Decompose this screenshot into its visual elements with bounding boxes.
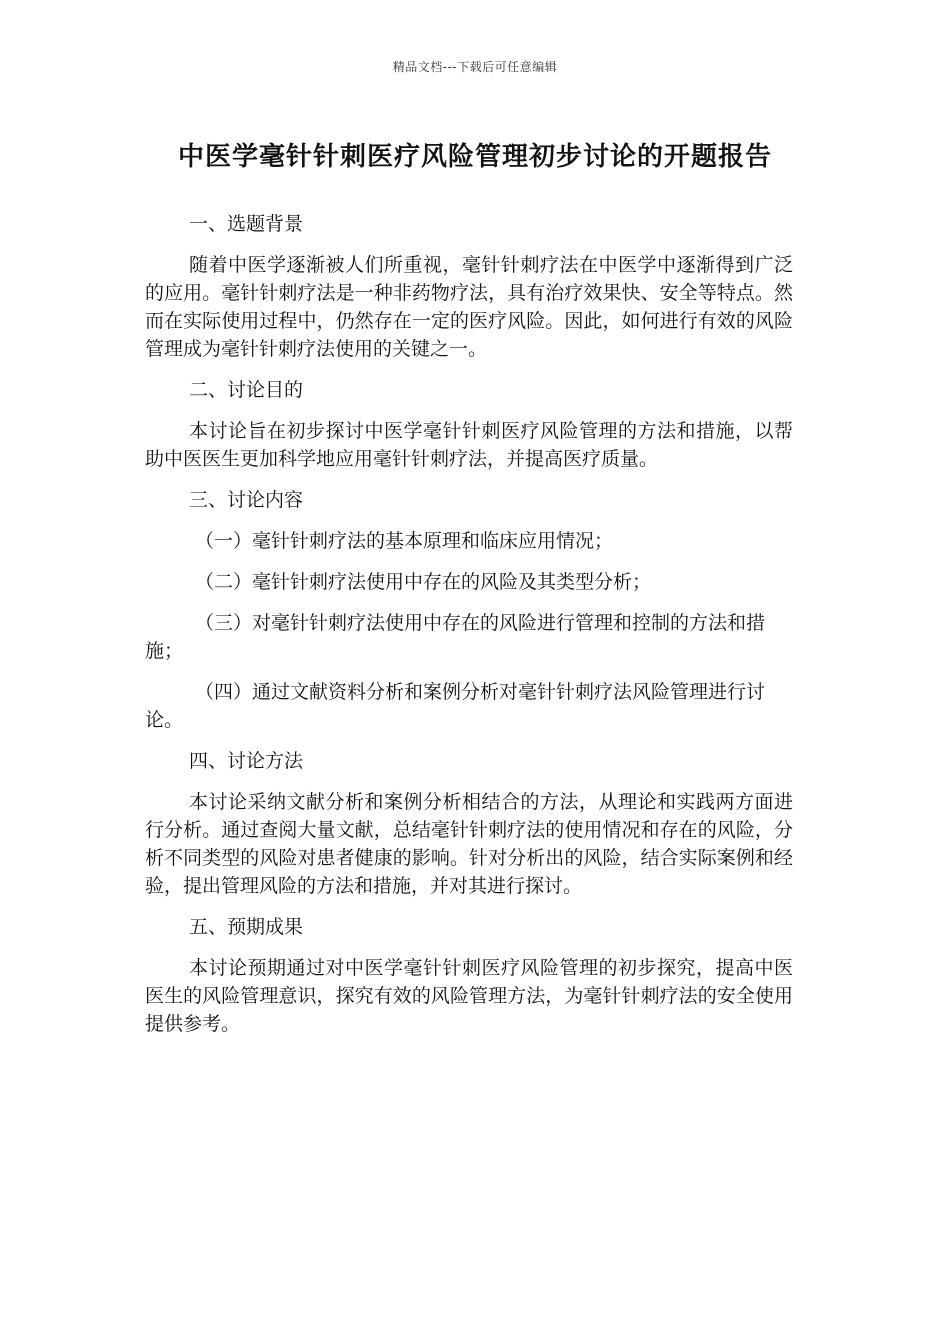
- paragraph-method: 本讨论采纳文献分析和案例分析相结合的方法，从理论和实践两方面进行分析。通过查阅大量文献，总结毫针针刺疗法的使用情况和存在的风险，分析不同类型的风险对患者健康的影响。针对分析出的风险，结合实际案例和经验，提出管理风险的方法和措施，并对其进行探讨。: [145, 791, 793, 897]
- paragraph-background: 随着中医学逐渐被人们所重视，毫针针刺疗法在中医学中逐渐得到广泛的应用。毫针针刺疗法是一种非药物疗法，具有治疗效果快、安全等特点。然而在实际使用过程中，仍然存在一定的医疗风险。因此，如何进行有效的风险管理成为毫针针刺疗法使用的关键之一。: [145, 254, 793, 360]
- list-item: （一）毫针针刺疗法的基本原理和临床应用情况；: [195, 530, 614, 552]
- section-heading-method: 四、讨论方法: [189, 750, 304, 772]
- section-heading-outcome: 五、预期成果: [189, 916, 304, 938]
- section-heading-purpose: 二、讨论目的: [189, 379, 304, 401]
- section-heading-content: 三、讨论内容: [189, 489, 304, 511]
- header-note: 精品文档---下载后可任意编辑: [392, 60, 558, 74]
- list-item: （二）毫针针刺疗法使用中存在的风险及其类型分析；: [195, 571, 652, 593]
- document-title: 中医学毫针针刺医疗风险管理初步讨论的开题报告: [177, 142, 772, 172]
- list-item: （三）对毫针针刺疗法使用中存在的风险进行管理和控制的方法和措施；: [145, 612, 766, 662]
- list-item: （四）通过文献资料分析和案例分析对毫针针刺疗法风险管理进行讨论。: [145, 681, 766, 731]
- paragraph-outcome: 本讨论预期通过对中医学毫针针刺医疗风险管理的初步探究，提高中医医生的风险管理意识，探究有效的风险管理方法，为毫针针刺疗法的安全使用提供参考。: [145, 957, 793, 1035]
- paragraph-purpose: 本讨论旨在初步探讨中医学毫针针刺医疗风险管理的方法和措施，以帮助中医医生更加科学地应用毫针针刺疗法，并提高医疗质量。: [145, 420, 793, 470]
- document-body: [145, 210, 793, 1051]
- section-heading-background: 一、选题背景: [189, 213, 304, 235]
